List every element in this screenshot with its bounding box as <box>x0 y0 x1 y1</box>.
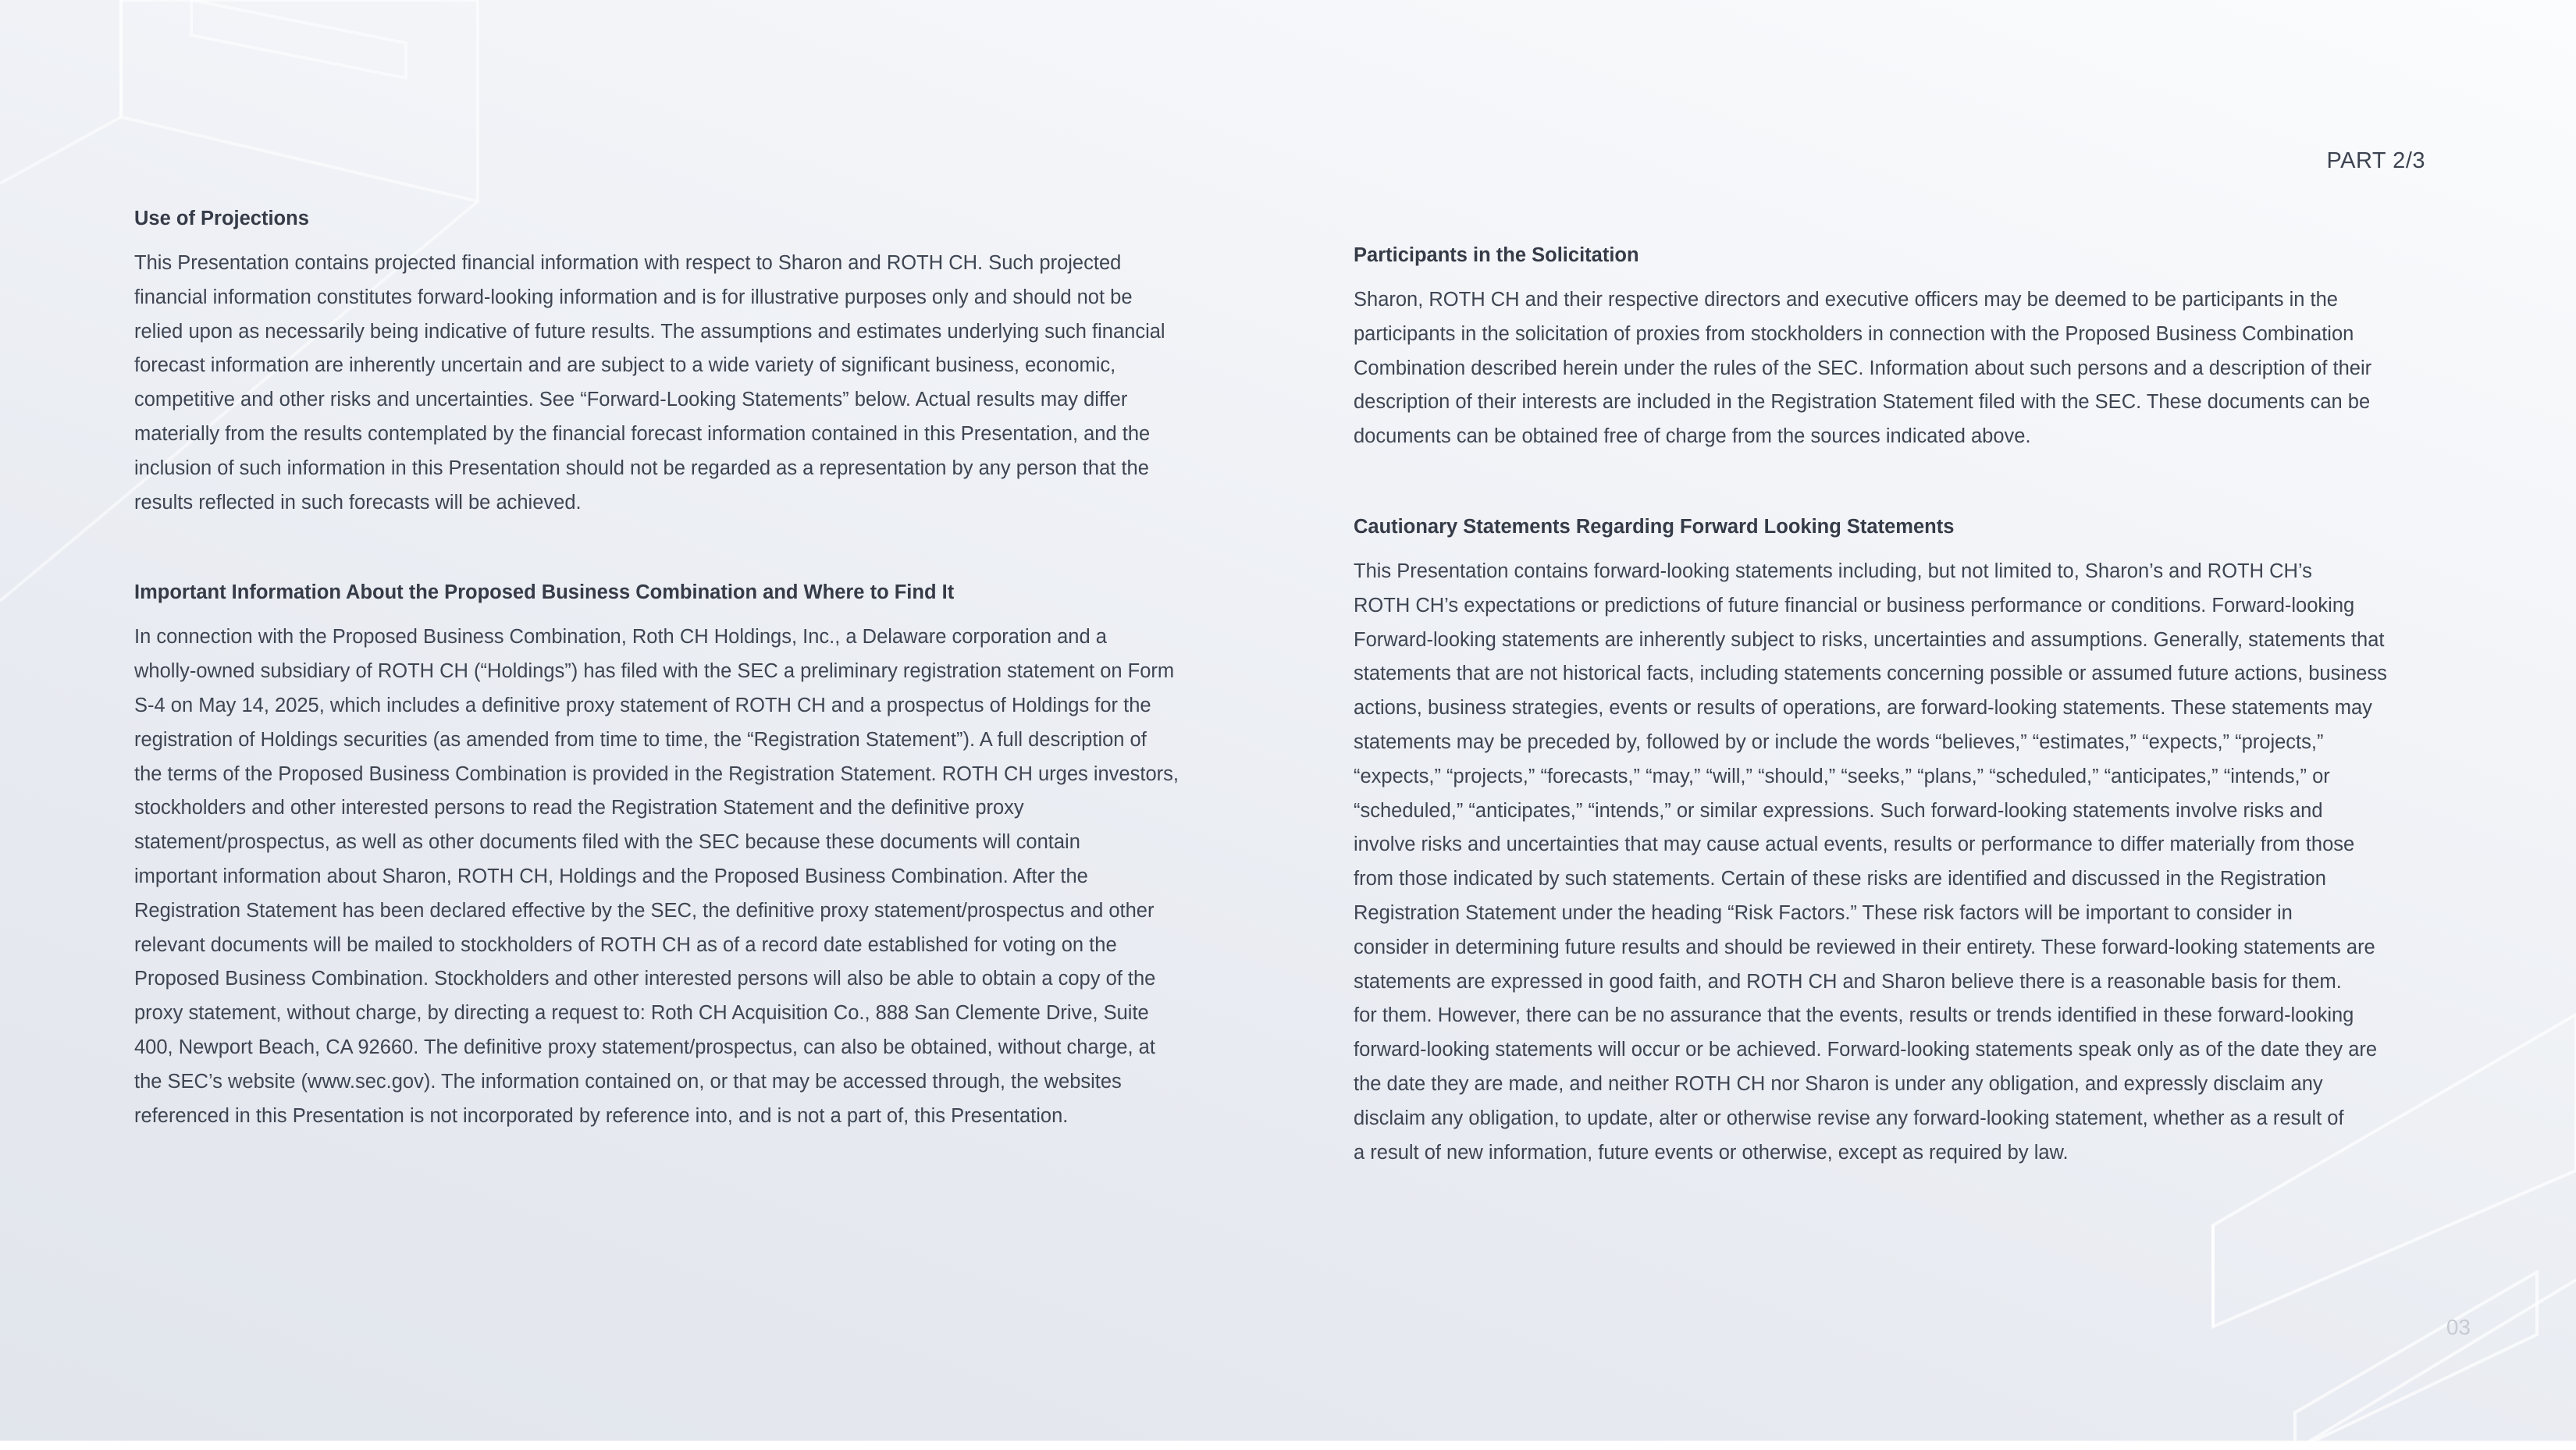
section-important-information <box>134 575 1227 1133</box>
section-cautionary-statements <box>1354 510 2446 1170</box>
left-column <box>134 201 1227 1133</box>
section-body: This Presentation contains forward-looking statements including, but not limited to, Sharon’s and ROTH CH’s ROTH CH’s expectations or predictions of future financial or business performance or conditions. Forward-looking Forward-looking statements are inherently subject to risks, uncertainties and assumptions. Generally, statements that statements that are not historical facts, including statements concerning possible or assumed future actions, business actions, business strategies, events or results of operations, are forward-looking statements. These statements may statements may be preceded by, followed by or include the words “believes,” “estimates,” “expects,” “projects,” “expects,” “projects,” “forecasts,” “may,” “will,” “should,” “seeks,” “plans,” “scheduled,” “anticipates,” “intends,” or “scheduled,” “anticipates,” “intends,” or similar expressions. Such forward-looking statements involve risks and involve risks and uncertainties that may cause actual events, results or performance to differ materially from those from those indicated by such statements. Certain of these risks are identified and discussed in the Registration Registration Statement under the heading “Risk Factors.” These risk factors will be important to consider in consider in determining future results and should be reviewed in their entirety. These forward-looking statements are statements are expressed in good faith, and ROTH CH and Sharon believe there is a reasonable basis for them. for them. However, there can be no assurance that the events, results or trends identified in these forward-looking forward-looking statements will occur or be achieved. Forward-looking statements speak only as of the date they are the date they are made, and neither ROTH CH nor Sharon is under any obligation, and expressly disclaim any disclaim any obligation, to update, alter or otherwise revise any forward-looking statement, whether as a result of a result of new information, future events or otherwise, except as required by law. <box>1354 560 2387 1164</box>
section-title: Participants in the Solicitation <box>1354 244 1639 266</box>
section-title: Use of Projections <box>134 208 309 229</box>
page-number: 03 <box>2446 1315 2471 1339</box>
right-column <box>1354 238 2446 1170</box>
section-body: Sharon, ROTH CH and their respective directors and executive officers may be deemed to be participants in the participants in the solicitation of proxies from stockholders in connection with the Proposed Business Combination Combination described herein under the rules of the SEC. Information about such persons and a description of their description of their interests are included in the Registration Statement filed with the SEC. These documents can be documents can be obtained free of charge from the sources indicated above. <box>1354 289 2372 448</box>
section-body: In connection with the Proposed Business Combination, Roth CH Holdings, Inc., a Delaware corporation and a wholly-owned subsidiary of ROTH CH (“Holdings”) has filed with the SEC a preliminary registration statement on Form S-4 on May 14, 2025, which includes a definitive proxy statement of ROTH CH and a prospectus of Holdings for the registration of Holdings securities (as amended from time to time, the “Registration Statement”). A full description of the terms of the Proposed Business Combination is provided in the Registration Statement. ROTH CH urges investors, stockholders and other interested persons to read the Registration Statement and the definitive proxy statement/prospectus, as well as other documents filed with the SEC because these documents will contain important information about Sharon, ROTH CH, Holdings and the Proposed Business Combination. After the Registration Statement has been declared effective by the SEC, the definitive proxy statement/prospectus and other relevant documents will be mailed to stockholders of ROTH CH as of a record date established for voting on the Proposed Business Combination. Stockholders and other interested persons will also be able to obtain a copy of the proxy statement, without charge, by directing a request to: Roth CH Acquisition Co., 888 San Clemente Drive, Suite 400, Newport Beach, CA 92660. The definitive proxy statement/prospectus, can also be obtained, without charge, at the SEC’s website (www.sec.gov). The information contained on, or that may be accessed through, the websites referenced in this Presentation is not incorporated by reference into, and is not a part of, this Presentation. <box>134 626 1179 1127</box>
part-label: PART 2/3 <box>2326 148 2425 173</box>
section-title: Important Information About the Proposed Business Combination and Where to Find It <box>134 581 955 604</box>
section-title: Cautionary Statements Regarding Forward Looking Statements <box>1354 515 1955 538</box>
bottom-strip <box>0 1441 2576 1450</box>
section-body: This Presentation contains projected financial information with respect to Sharon and ROTH CH. Such projected financial information constitutes forward-looking information and is for illustrative purposes only and should not be relied upon as necessarily being indicative of future results. The assumptions and estimates underlying such financial forecast information are inherently uncertain and are subject to a wide variety of significant business, economic, competitive and other risks and uncertainties. See “Forward-Looking Statements” below. Actual results may differ materially from the results contemplated by the financial forecast information contained in this Presentation, and the inclusion of such information in this Presentation should not be regarded as a representation by any person that the results reflected in such forecasts will be achieved. <box>134 252 1165 514</box>
section-use-of-projections <box>134 201 1227 520</box>
section-participants-in-solicitation <box>1354 238 2446 454</box>
